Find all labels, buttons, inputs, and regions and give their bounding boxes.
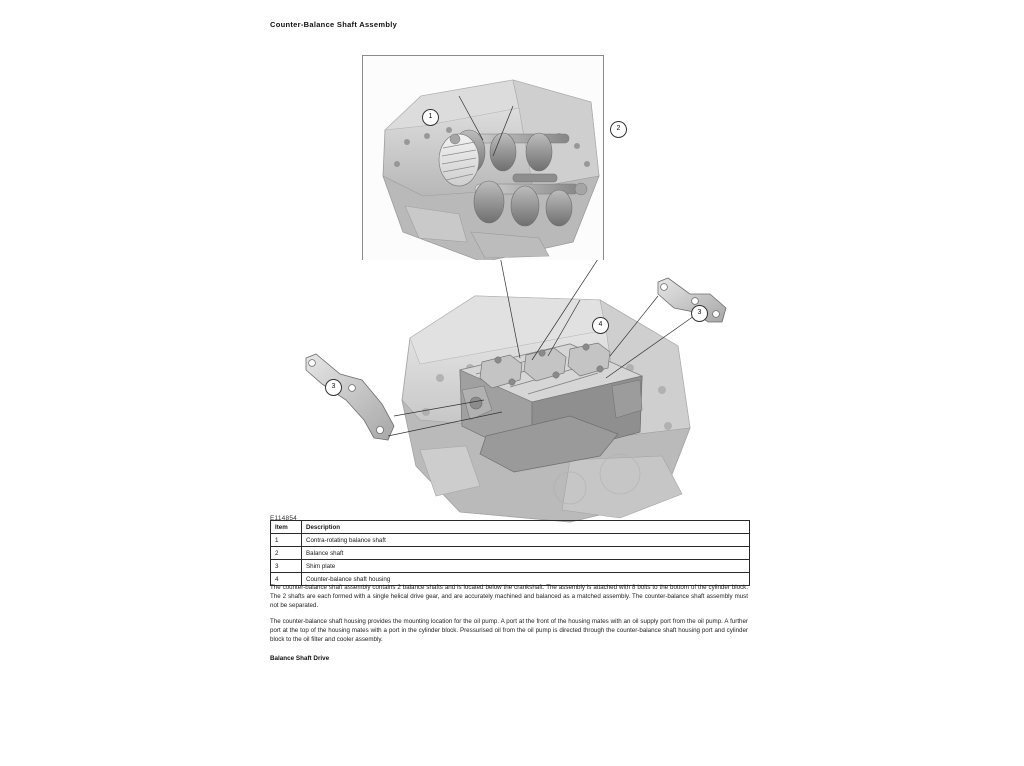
parts-table xyxy=(270,520,750,586)
column-header-description: Description xyxy=(302,521,750,534)
table-header-row xyxy=(271,521,750,534)
main-illustration xyxy=(270,260,750,525)
cell-description: Contra-rotating balance shaft xyxy=(302,534,750,547)
inset-illustration xyxy=(363,56,603,268)
cell-item: 4 xyxy=(271,573,302,586)
callout-4-main: 4 xyxy=(592,317,609,334)
table-row xyxy=(271,560,750,573)
callout-2-inset: 2 xyxy=(610,121,627,138)
body-paragraph-1: The counter-balance shaft assembly contains 2 balance shafts and is located below the crankshaft. The assembly is attached with 8 bolts to the bottom of the cylinder block. The 2 shafts are each formed with a single helical drive gear, and are accurately machined and balanced as a matched assembly. The counter-balance shaft assembly must not be separated. xyxy=(270,584,748,610)
figure-code: E114854 xyxy=(270,515,297,522)
figure-main-illustration xyxy=(270,260,750,525)
figure-inset-detail xyxy=(362,55,604,269)
callout-3-left: 3 xyxy=(325,379,342,396)
table-row xyxy=(271,534,750,547)
body-paragraph-2: The counter-balance shaft housing provides the mounting location for the oil pump. A port at the front of the housing mates with an oil supply port from the oil pump. A further port at the top of the housing mates with a port in the cylinder block. Pressurised oil from the oil pump is directed through the counter-balance shaft housing port and cylinder block to the oil filter and cooler assembly. xyxy=(270,618,748,644)
cell-item: 2 xyxy=(271,547,302,560)
cell-description: Shim plate xyxy=(302,560,750,573)
table-header xyxy=(271,521,750,534)
page-title: Counter-Balance Shaft Assembly xyxy=(270,20,398,29)
callout-3-right: 3 xyxy=(691,305,708,322)
callout-1-inset: 1 xyxy=(422,109,439,126)
section-subheading: Balance Shaft Drive xyxy=(270,655,330,662)
cell-item: 3 xyxy=(271,560,302,573)
cell-description: Balance shaft xyxy=(302,547,750,560)
cell-description: Counter-balance shaft housing xyxy=(302,573,750,586)
figure-counter-balance-shaft-assembly xyxy=(270,35,750,525)
page-content xyxy=(270,20,750,662)
table-body xyxy=(271,534,750,586)
cell-item: 1 xyxy=(271,534,302,547)
table-row xyxy=(271,547,750,560)
column-header-item: Item xyxy=(271,521,302,534)
